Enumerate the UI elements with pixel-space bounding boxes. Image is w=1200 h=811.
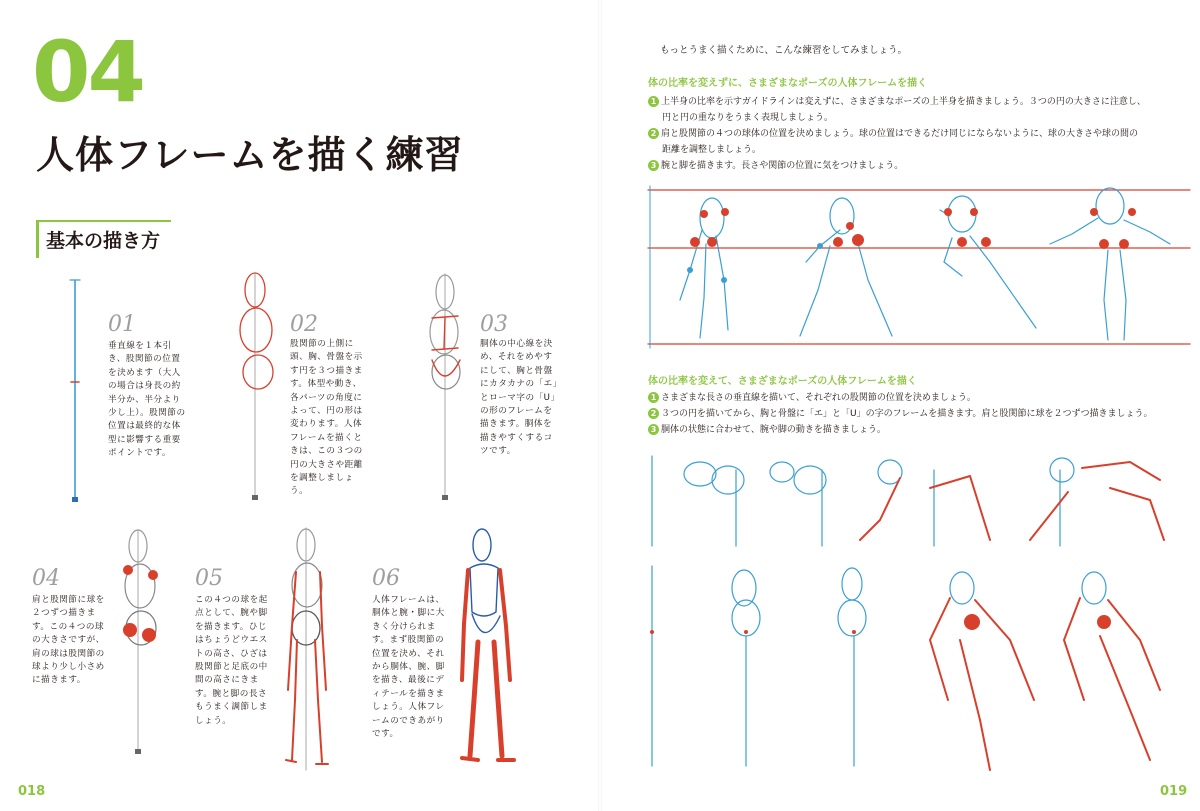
section1-figure-3 (940, 196, 1036, 328)
section1-figure-1 (680, 198, 729, 338)
step-text-06: 人体フレームは、胴体と腕・脚に大きく分けられます。まず股関節の位置を決め、それから胴体、腕、脚を描き、最後にディテールを描きましょう。人体フレームのできあがりです。 (372, 595, 445, 740)
section2-heading: 体の比率を変えて、さまざまなポーズの人体フレームを描く (648, 376, 917, 387)
step-text-03: 胴体の中心線を決め、それをめやすにして、胸と骨盤にカタカナの「エ」とローマ字の「U」の形のフレームを描きます。胴体を描きやすくするコツです。 (480, 339, 558, 457)
section1-figure-2 (800, 198, 892, 336)
step-text-04: 肩と股関節に球を２つずつ描きます。この４つの球の大きさですが、肩の球は股関節の球より少し小さめに描きます。 (32, 595, 105, 686)
step06-sketch (462, 529, 514, 760)
number-badge: 2 (648, 128, 659, 139)
section1-item-2: 2 肩と股関節の４つの球体の位置を決めましょう。球の位置はできるだけ同じにならないように、球の大きさや球の間の (648, 126, 1168, 142)
section2-item-3: 3 胴体の状態に合わせて、腕や脚の動きを描きましょう。 (648, 422, 1168, 438)
page-number-left: 018 (18, 784, 46, 799)
step-text-02: 股関節の上側に頭、胸、骨盤を示す円を３つ描きます。体型や動き、各パーツの角度によって、円の形は変わります。人体フレームを描くときは、この３つの円の大きさや距離を調整しましょう。 (290, 339, 363, 497)
step-number-05: 05 (195, 566, 223, 591)
section2-row2-figures (652, 566, 1106, 766)
number-badge: 2 (648, 408, 659, 419)
number-badge: 3 (648, 160, 659, 171)
step-text-05: この４つの球を起点として、腕や脚を描きます。ひじはちょうどウエストの高さ、ひざは股関節と足底の中間の高さにきます。腕と脚の長さもうまく調節しましょう。 (195, 595, 268, 726)
number-badge: 3 (648, 424, 659, 435)
page-title: 人体フレームを描く練習 (36, 133, 464, 177)
page-number-right: 019 (1160, 784, 1188, 799)
section1-heading: 体の比率を変えずに、さまざまなポーズの人体フレームを描く (648, 78, 928, 89)
step-number-06: 06 (372, 566, 400, 591)
step-number-02: 02 (290, 312, 318, 337)
section1-item-1-cont: 円と円の重なりをうまく表現しましょう。 (662, 113, 834, 123)
chapter-number: 04 (32, 23, 143, 121)
step-number-04: 04 (32, 566, 60, 591)
section1-item-2-cont: 距離を調整しましょう。 (662, 145, 762, 155)
section2-item-2: 2 ３つの円を描いてから、胸と骨盤に「エ」と「U」の字のフレームを描きます。肩と股関節に球を２つずつ描きましょう。 (648, 406, 1168, 422)
step-number-01: 01 (108, 312, 136, 337)
guide-lines (648, 186, 1190, 348)
section2-row1-figures (652, 456, 1074, 546)
intro-text: もっとうまく描くために、こんな練習をしてみましょう。 (660, 45, 908, 56)
number-badge: 1 (648, 392, 659, 403)
step04-sketch (123, 530, 158, 754)
step01-sketch (70, 280, 80, 502)
step-number-03: 03 (480, 312, 508, 337)
section2-item-1: 1 さまざまな長さの垂直線を描いて、それぞれの股関節の位置を決めましょう。 (648, 390, 1168, 406)
step-text-01: 垂直線を１本引き、股関節の位置を決めます（大人の場合は身長の約半分か、半分より少し上）。股関節の位置は最終的な体型に影響する重要ポイントです。 (108, 341, 186, 459)
number-badge: 1 (648, 96, 659, 107)
section2-row2-joints (650, 614, 1111, 634)
section1-figure-4 (1050, 188, 1170, 340)
section2-row1-limbs (860, 462, 1164, 540)
step05-sketch (286, 528, 328, 770)
section1-item-3: 3 腕と脚を描きます。長さや関節の位置に気をつけましょう。 (648, 158, 1168, 174)
step03-sketch (430, 274, 460, 500)
step02-sketch (240, 273, 273, 500)
section1-item-1: 1 上半身の比率を示すガイドラインは変えずに、さまざまなポーズの上半身を描きましょう。３つの円の大きさに注意し、 (648, 94, 1168, 110)
subheading: 基本の描き方 (46, 230, 161, 252)
